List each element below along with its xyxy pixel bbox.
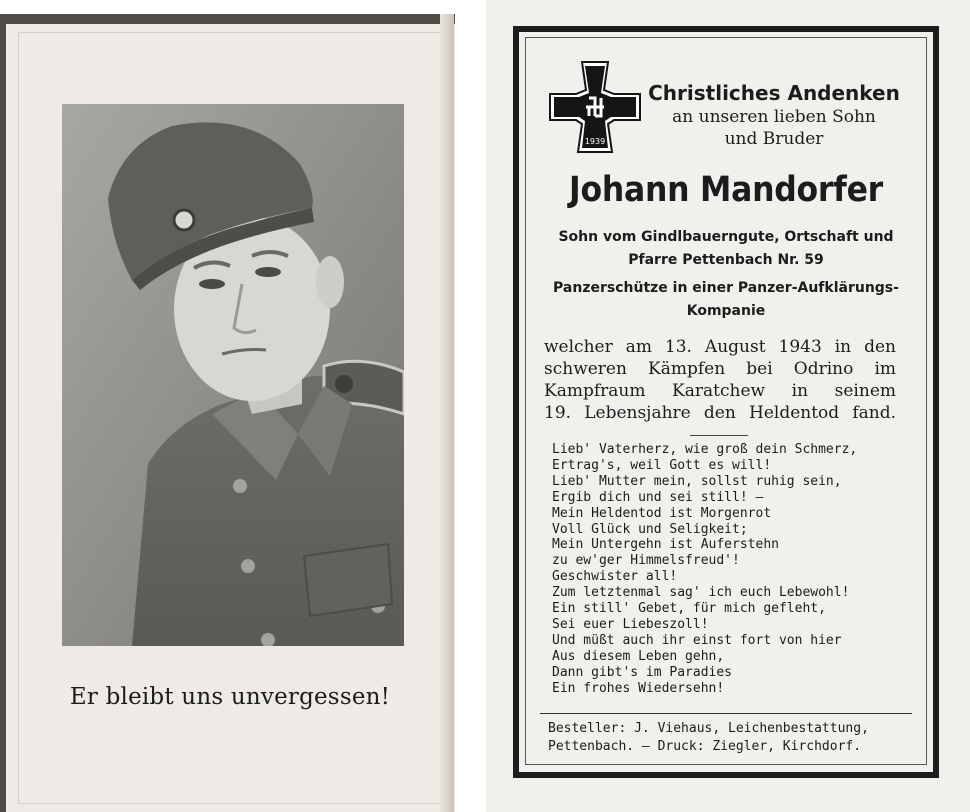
origin-text — [526, 226, 926, 272]
left-card-edge-shadow — [440, 14, 454, 812]
heading-line-3: und Bruder — [724, 129, 824, 149]
footer-divider — [540, 713, 912, 714]
poem-line: Geschwister all! — [552, 569, 678, 585]
poem-line: Dann gibt's im Paradies — [552, 664, 733, 680]
poem-line: Lieb' Mutter mein, sollst ruhig sein, — [552, 473, 842, 489]
cross-year-text: 1939 — [584, 137, 606, 146]
rank-text — [526, 277, 926, 323]
divider-line — [690, 435, 748, 436]
printer-credits — [548, 720, 908, 756]
soldier-portrait-illustration — [62, 104, 404, 646]
iron-cross-icon — [548, 60, 642, 154]
card-gap — [455, 0, 485, 812]
poem-line: Ertrag's, weil Gott es will! — [552, 457, 772, 473]
body-line: Kampfraum Karatchew in seinem — [544, 381, 896, 401]
deceased-name: Johann Mandorfer — [569, 170, 883, 210]
rank-line-2: Kompanie — [686, 303, 766, 319]
poem-line: Mein Heldentod ist Morgenrot — [552, 505, 772, 521]
footer-line-2: Pettenbach. — Druck: Ziegler, Kirchdorf. — [548, 739, 862, 754]
poem-line: Ergib dich und sei still! — — [552, 489, 764, 505]
poem-line: Ein frohes Wiedersehn! — [552, 680, 725, 696]
card-heading — [646, 80, 902, 150]
soldier-portrait-photo — [62, 104, 404, 646]
poem-line: Voll Glück und Seligkeit; — [552, 521, 748, 537]
body-line: schweren Kämpfen bei Odrino im — [544, 359, 896, 379]
heading-title: Christliches Andenken — [648, 81, 900, 105]
death-notice-text — [544, 336, 896, 424]
poem-line: Mein Untergehn ist Auferstehn — [552, 537, 779, 553]
origin-line-2: Pfarre Pettenbach Nr. 59 — [628, 252, 824, 268]
poem-line: Ein still' Gebet, für mich gefleht, — [552, 601, 826, 617]
rank-line-1: Panzerschütze in einer Panzer-Aufklärungs- — [553, 280, 899, 296]
footer-line-1: Besteller: J. Viehaus, Leichenbestattung, — [548, 721, 869, 736]
epitaph-text: Er bleibt uns unvergessen! — [69, 684, 391, 710]
origin-line-1: Sohn vom Gindlbauerngute, Ortschaft und — [558, 229, 894, 245]
body-line: welcher am 13. August 1943 in den — [544, 337, 896, 357]
poem-line: zu ew'ger Himmelsfreud'! — [552, 553, 740, 569]
heading-line-2: an unseren lieben Sohn — [672, 107, 876, 127]
body-line: 19. Lebensjahre den Heldentod fand. — [544, 403, 896, 423]
poem-line: Lieb' Vaterherz, wie groß dein Schmerz, — [552, 442, 858, 457]
memorial-poem — [552, 442, 892, 697]
poem-line: Zum letztenmal sag' ich euch Lebewohl! — [552, 585, 850, 601]
poem-line: Und müßt auch ihr einst fort von hier — [552, 632, 842, 648]
poem-line: Aus diesem Leben gehn, — [552, 648, 725, 664]
poem-line: Sei euer Liebeszoll! — [552, 616, 709, 632]
